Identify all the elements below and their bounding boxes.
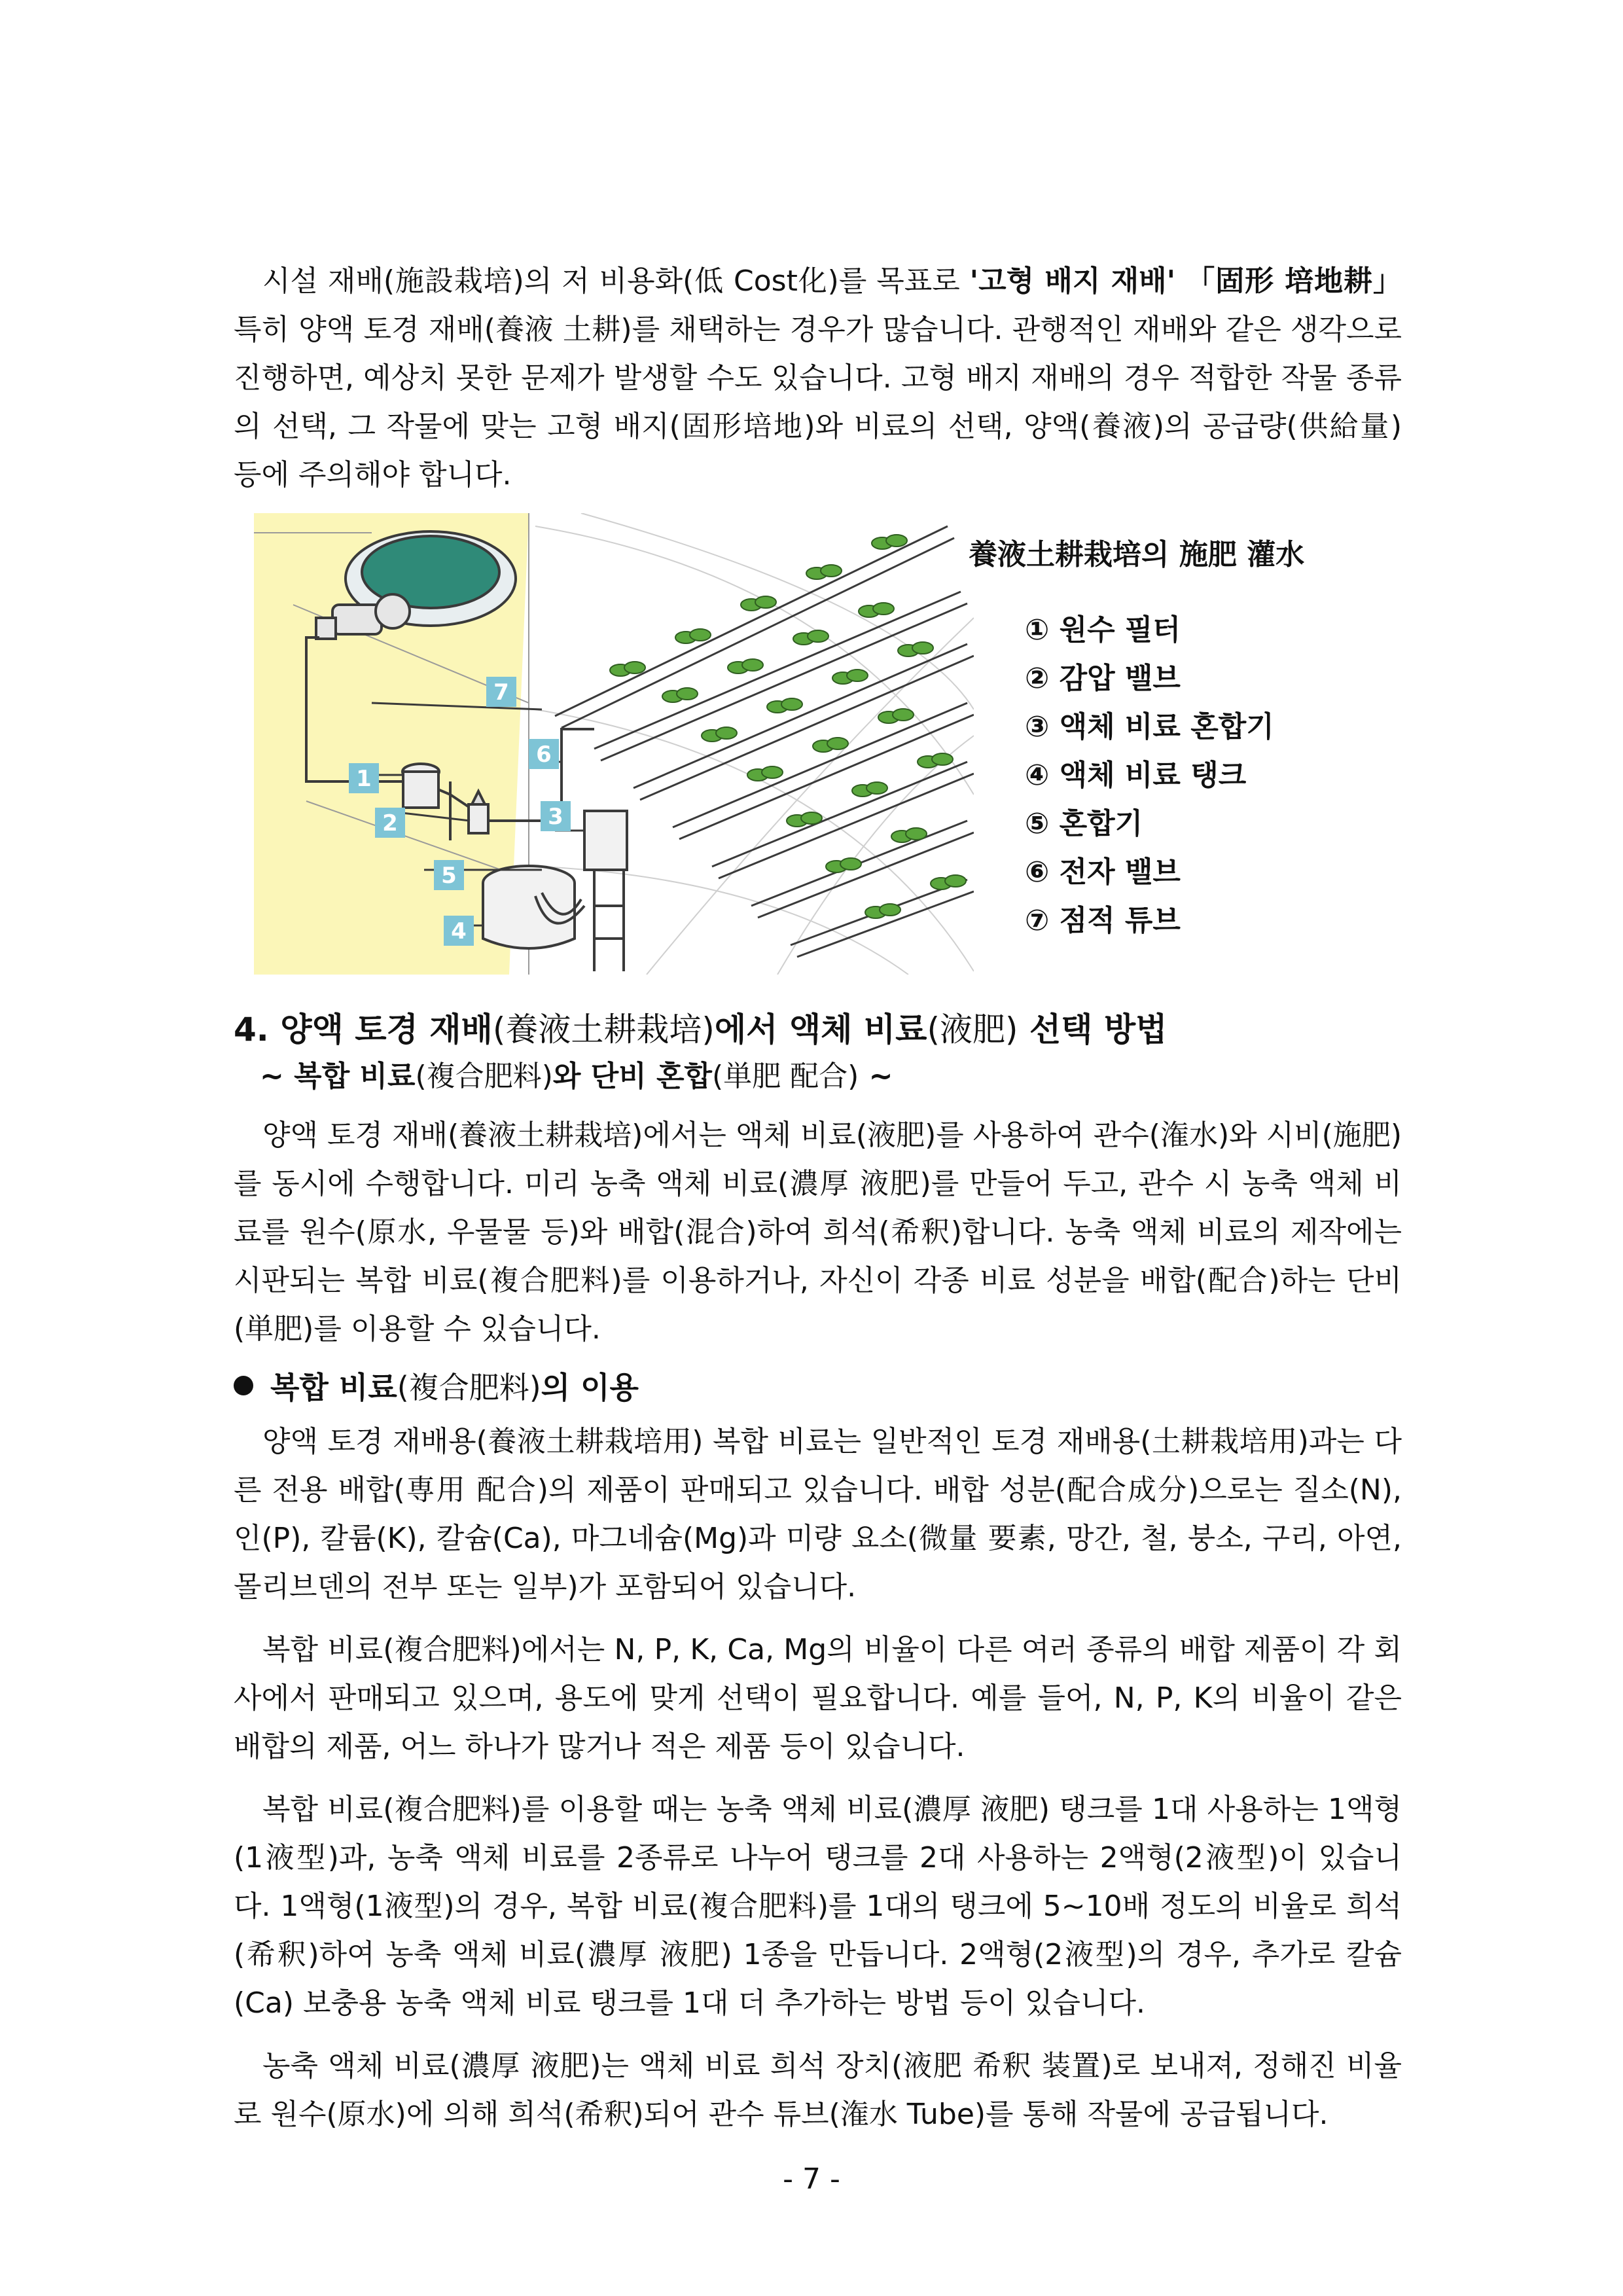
legend-item: ① 원수 필터 (1025, 613, 1181, 647)
marker-3-label: 3 (548, 804, 563, 830)
intro-highlight: '고형 배지 재배' 「固形 培地耕」 (969, 264, 1402, 298)
section-subheading: ~ 복합 비료(複合肥料)와 단비 혼합(単肥 配合) ~ (260, 1060, 893, 1093)
page-number: - 7 - (783, 2162, 840, 2196)
legend-item: ③ 액체 비료 혼합기 (1025, 710, 1274, 744)
legend-item: ④ 액체 비료 탱크 (1025, 759, 1247, 792)
section-4 (234, 1008, 1402, 2139)
marker-4-label: 4 (451, 918, 467, 944)
legend-item: ② 감압 밸브 (1025, 662, 1181, 695)
fertilizer-tank (483, 866, 584, 948)
section-paragraph-4: 복합 비료(複合肥料)를 이용할 때는 농축 액체 비료(濃厚 液肥) 탱크를 1대 사용하는 1액형(1液型)과, 농축 액체 비료를 2종류로 나누어 탱크를 2대 사용하는 2액형(2液型)이 있습니다. 1액형(1液型)의 경우, 복합 비료(複合肥料)를 1대의 탱크에 5~10배 정도의 비율로 희석(希釈)하여 농축 액체 비료(濃厚 液肥) 1종을 만듭니다. 2액형(2液型)의 경우, 추가로 칼슘(Ca) 보충용 농축 액체 비료 탱크를 1대 더 추가하는 방법 등이 있습니다. (234, 1793, 1402, 2020)
filter (402, 764, 439, 808)
diagram-legend (969, 535, 1400, 945)
legend-title: 養液土耕栽培의 施肥 灌水 (969, 538, 1305, 571)
intro-paragraph: 시설 재배(施設栽培)의 저 비용화(低 Cost化)를 목표로 '고형 배지 재배' 「固形 培地耕」 특히 양액 토경 재배(養液 土耕)를 채택하는 경우가 많습니다. 관행적인 재배와 같은 생각으로 진행하면, 예상치 못한 문제가 발생할 수도 있습니다. 고형 배지 재배의 경우 적합한 작물 종류의 선택, 그 작물에 맞는 고형 배지(固形培地)와 비료의 선택, 양액(養液)의 공급량(供給量) 등에 주의해야 합니다. (234, 264, 1402, 492)
legend-item: ⑥ 전자 밸브 (1025, 855, 1181, 889)
section-paragraph-1: 양액 토경 재배(養液土耕栽培)에서는 액체 비료(液肥)를 사용하여 관수(潅水)와 시비(施肥)를 동시에 수행합니다. 미리 농축 액체 비료(濃厚 液肥)를 만들어 두고, 관수 시 농축 액체 비료를 원수(原水, 우물물 등)와 배합(混合)하여 희석(希釈)합니다. 농축 액체 비료의 제작에는 시판되는 복합 비료(複合肥料)를 이용하거나, 자신이 각종 비료 성분을 배합(配合)하는 단비(単肥)를 이용할 수 있습니다. (234, 1119, 1402, 1346)
bullet-heading: 복합 비료(複合肥料)의 이용 (234, 1367, 1402, 1408)
legend-item: ⑦ 점적 튜브 (1025, 904, 1181, 937)
fertigation-diagram (254, 513, 974, 975)
bullet-dot-icon (234, 1376, 253, 1395)
section-heading: 4. 양액 토경 재배(養液土耕栽培)에서 액체 비료(液肥) 선택 방법 (234, 1011, 1168, 1049)
intro-section (234, 257, 1402, 499)
marker-6-label: 6 (536, 742, 552, 768)
legend-item: ⑤ 혼합기 (1025, 807, 1143, 840)
marker-1-label: 1 (356, 766, 372, 792)
section-paragraph-3: 복합 비료(複合肥料)에서는 N, P, K, Ca, Mg의 비율이 다른 여러 종류의 배합 제품이 각 회사에서 판매되고 있으며, 용도에 맞게 선택이 필요합니다. 예를 들어, N, P, K의 비율이 같은 배합의 제품, 어느 하나가 많거나 적은 제품 등이 있습니다. (234, 1633, 1402, 1763)
section-paragraph-5: 농축 액체 비료(濃厚 液肥)는 액체 비료 희석 장치(液肥 希釈 装置)로 보내져, 정해진 비율로 원수(原水)에 의해 희석(希釈)되어 관수 튜브(潅水 Tube)를 통해 작물에 공급됩니다. (234, 2049, 1402, 2131)
marker-7-label: 7 (493, 679, 509, 706)
marker-2-label: 2 (382, 810, 398, 836)
section-paragraph-2: 양액 토경 재배용(養液土耕栽培用) 복합 비료는 일반적인 토경 재배용(土耕栽培用)과는 다른 전용 배합(専用 配合)의 제품이 판매되고 있습니다. 배합 성분(配合成分)으로는 질소(N), 인(P), 칼륨(K), 칼슘(Ca), 마그네슘(Mg)과 미량 요소(微量 要素, 망간, 철, 붕소, 구리, 아연, 몰리브덴의 전부 또는 일부)가 포함되어 있습니다. (234, 1425, 1402, 1604)
marker-5-label: 5 (441, 863, 457, 889)
